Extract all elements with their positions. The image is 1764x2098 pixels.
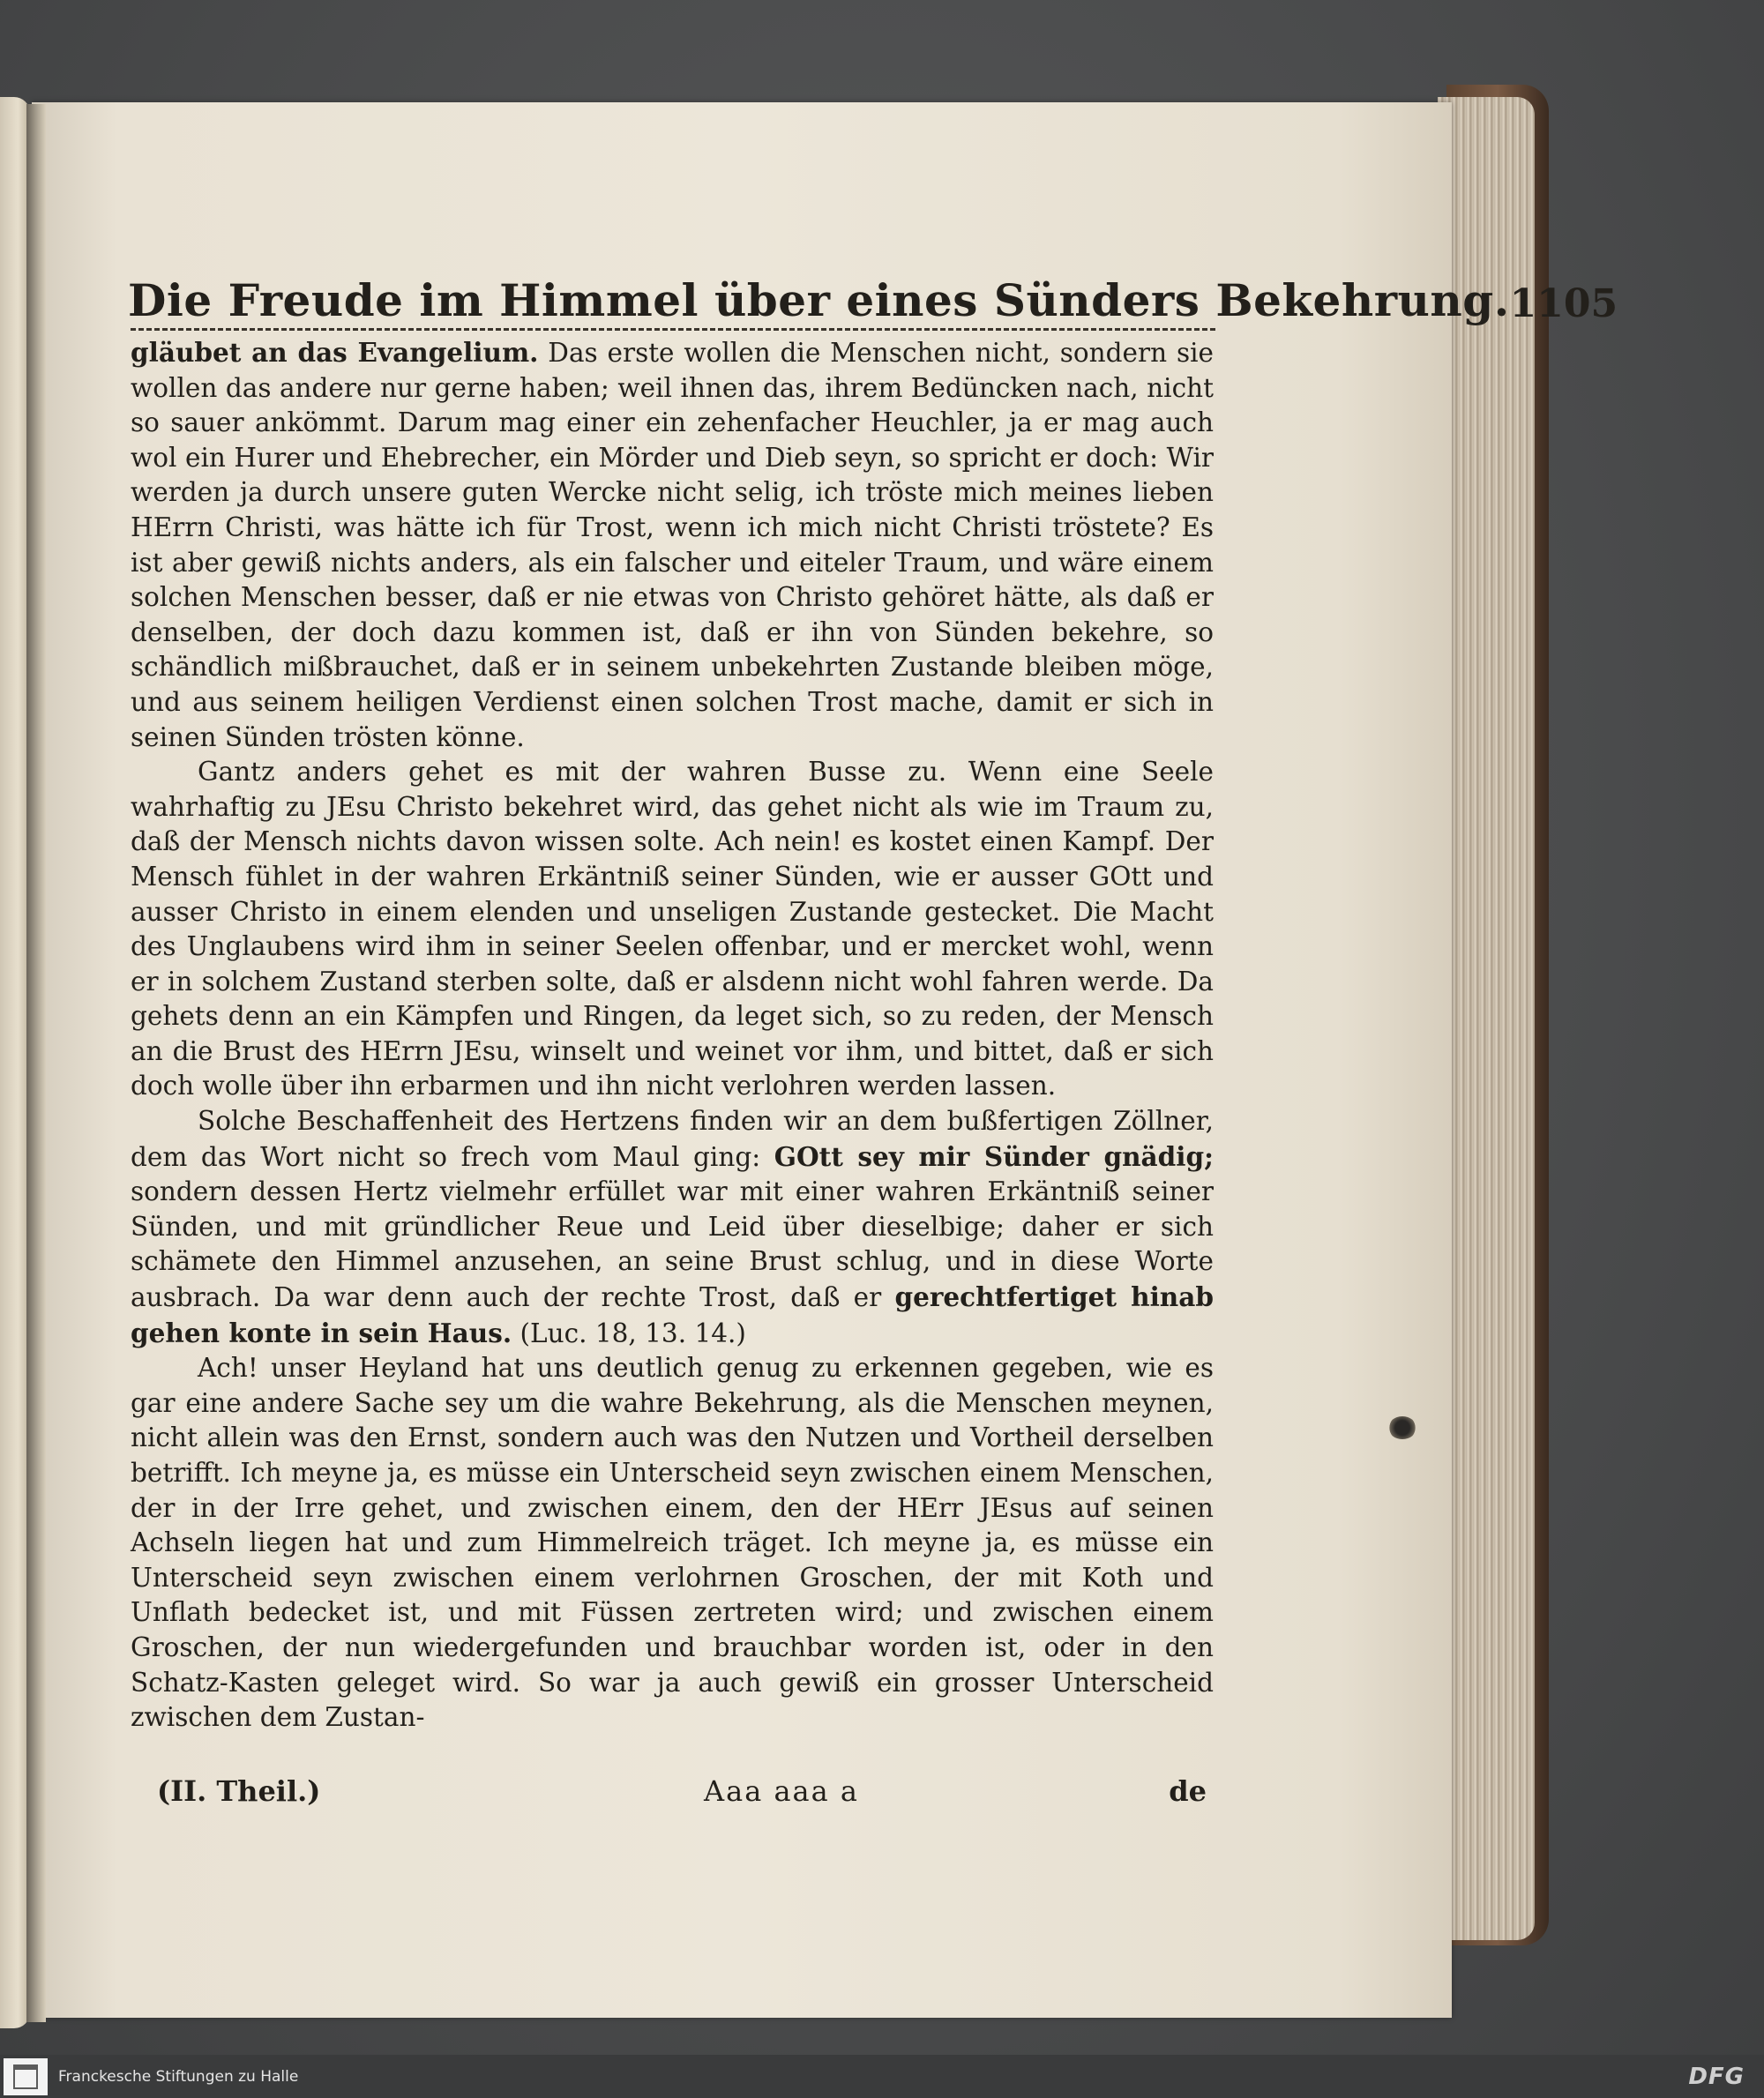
text-segment: Ach! unser Heyland hat uns deutlich genug zu erkennen gegeben, wie es gar eine andere Sache sey um die wahre Bekehrung, als die Menschen meynen, nicht allein was den Ernst, sondern auch was den Nutzen und Vortheil derselben betrifft. Ich meyne ja, es müsse ein Unterscheid seyn zwischen einem Menschen, der in der Irre gehet, und zwischen einem, den der HErr JEsus auf seinen Achseln liegen hat und zum Himmelreich träget. Ich meyne ja, es müsse ein Unterscheid seyn zwischen einem verlohrnen Groschen, der mit Koth und Unflath bedecket ist, und mit Füssen zertreten wird; und zwischen einem Groschen, der nun wiedergefunden und brauchbar worden ist, oder in den Schatz-Kasten geleget wird. So war ja auch gewiß ein grosser Unterscheid zwischen dem Zustan- [131, 1353, 1214, 1733]
catchword: de [1169, 1774, 1207, 1808]
text-segment: sondern dessen Hertz vielmehr erfüllet war mit einer wahren Erkäntniß seiner Sünden, und mit gründlicher Reue und Leid über dieselbige; daher er sich schämete den Himmel anzusehen, an seine Brust schlug, und in diese Worte ausbrach. Da war denn auch der rechte Trost, daß er [131, 1176, 1214, 1313]
franckesche-stiftungen-logo-icon[interactable] [4, 2058, 48, 2095]
viewer-footer-bar [0, 2055, 1764, 2098]
text-segment: gläubet an das Evangelium. [131, 337, 539, 368]
header-rule [131, 328, 1215, 331]
text-segment: Gantz anders gehet es mit der wahren Busse zu. Wenn eine Seele wahrhaftig zu JEsu Christo bekehret wird, das gehet nicht als wie im Traum zu, daß der Mensch nichts davon wissen solte. Ach nein! es kostet einen Kampf. Der Mensch fühlet in der wahren Erkäntniß seiner Sünden, wie er ausser GOtt und ausser Christo in einem elenden und unseligen Zustande gestecket. Die Macht des Unglaubens wird ihm in seiner Seelen offenbar, und er mercket wohl, wenn er in solchem Zustand sterben solte, daß er alsdenn nicht wohl fahren werde. Da gehets denn an ein Kämpfen und Ringen, da leget sich, so zu reden, der Mensch an die Brust des HErrn JEsu, winselt und weinet vor ihm, und bittet, daß er sich doch wolle über ihn erbarmen und ihn nicht verlohren werden lassen. [131, 757, 1214, 1101]
text-segment: gerechtfertiget hinab gehen konte in sein Haus. [131, 1281, 1214, 1348]
volume-signature: (II. Theil.) [157, 1774, 321, 1808]
text-segment: (Luc. 18, 13. 14.) [512, 1318, 746, 1348]
paragraph [131, 335, 1214, 755]
facing-page-edge [0, 97, 30, 2028]
page-edges [1438, 97, 1535, 1940]
text-segment: GOtt sey mir Sünder gnädig; [774, 1140, 1214, 1172]
page-gutter [26, 104, 46, 2022]
dfg-logo[interactable]: DFG [1688, 2063, 1745, 2090]
page-number: 1105 [1509, 281, 1618, 326]
paragraph [131, 1351, 1214, 1736]
running-title: Die Freude im Himmel über eines Sünders Bekehrung. [128, 274, 1510, 326]
paragraph [131, 755, 1214, 1104]
body-text [131, 335, 1214, 1781]
logo-building-icon [13, 2064, 38, 2089]
running-head [128, 256, 1618, 326]
signature-mark: Aaa aaa a [704, 1774, 859, 1808]
page-footer [157, 1774, 1207, 1817]
paragraph [131, 1104, 1214, 1351]
page-hole [1388, 1416, 1416, 1439]
text-segment: Solche Beschaffenheit des Hertzens finden wir an dem bußfertigen Zöllner, dem das Wort nicht so frech vom Maul ging: [131, 1106, 1214, 1172]
institution-name[interactable]: Franckesche Stiftungen zu Halle [58, 2067, 299, 2086]
text-segment: Das erste wollen die Menschen nicht, sondern sie wollen das andere nur gerne haben; weil ihnen das, ihrem Bedüncken nach, nicht so sauer ankömmt. Darum mag einer ein zehenfacher Heuchler, ja er mag auch wol ein Hurer und Ehebrecher, ein Mörder und Dieb seyn, so spricht er doch: Wir werden ja durch unsere guten Wercke nicht selig, ich tröste mich meines lieben HErrn Christi, was hätte ich für Trost, wenn ich mich nicht Christi tröstete? Es ist aber gewiß nichts anders, als ein falscher und eiteler Traum, und wäre einem solchen Menschen besser, daß er nie etwas von Christo gehöret hätte, als daß er denselben, der doch dazu kommen ist, daß er ihn von Sünden bekehre, so schändlich mißbrauchet, daß er in seinem unbekehrten Zustande bleiben möge, und aus seinem heiligen Verdienst einen solchen Trost mache, damit er sich in seinen Sünden trösten könne. [131, 338, 1214, 752]
